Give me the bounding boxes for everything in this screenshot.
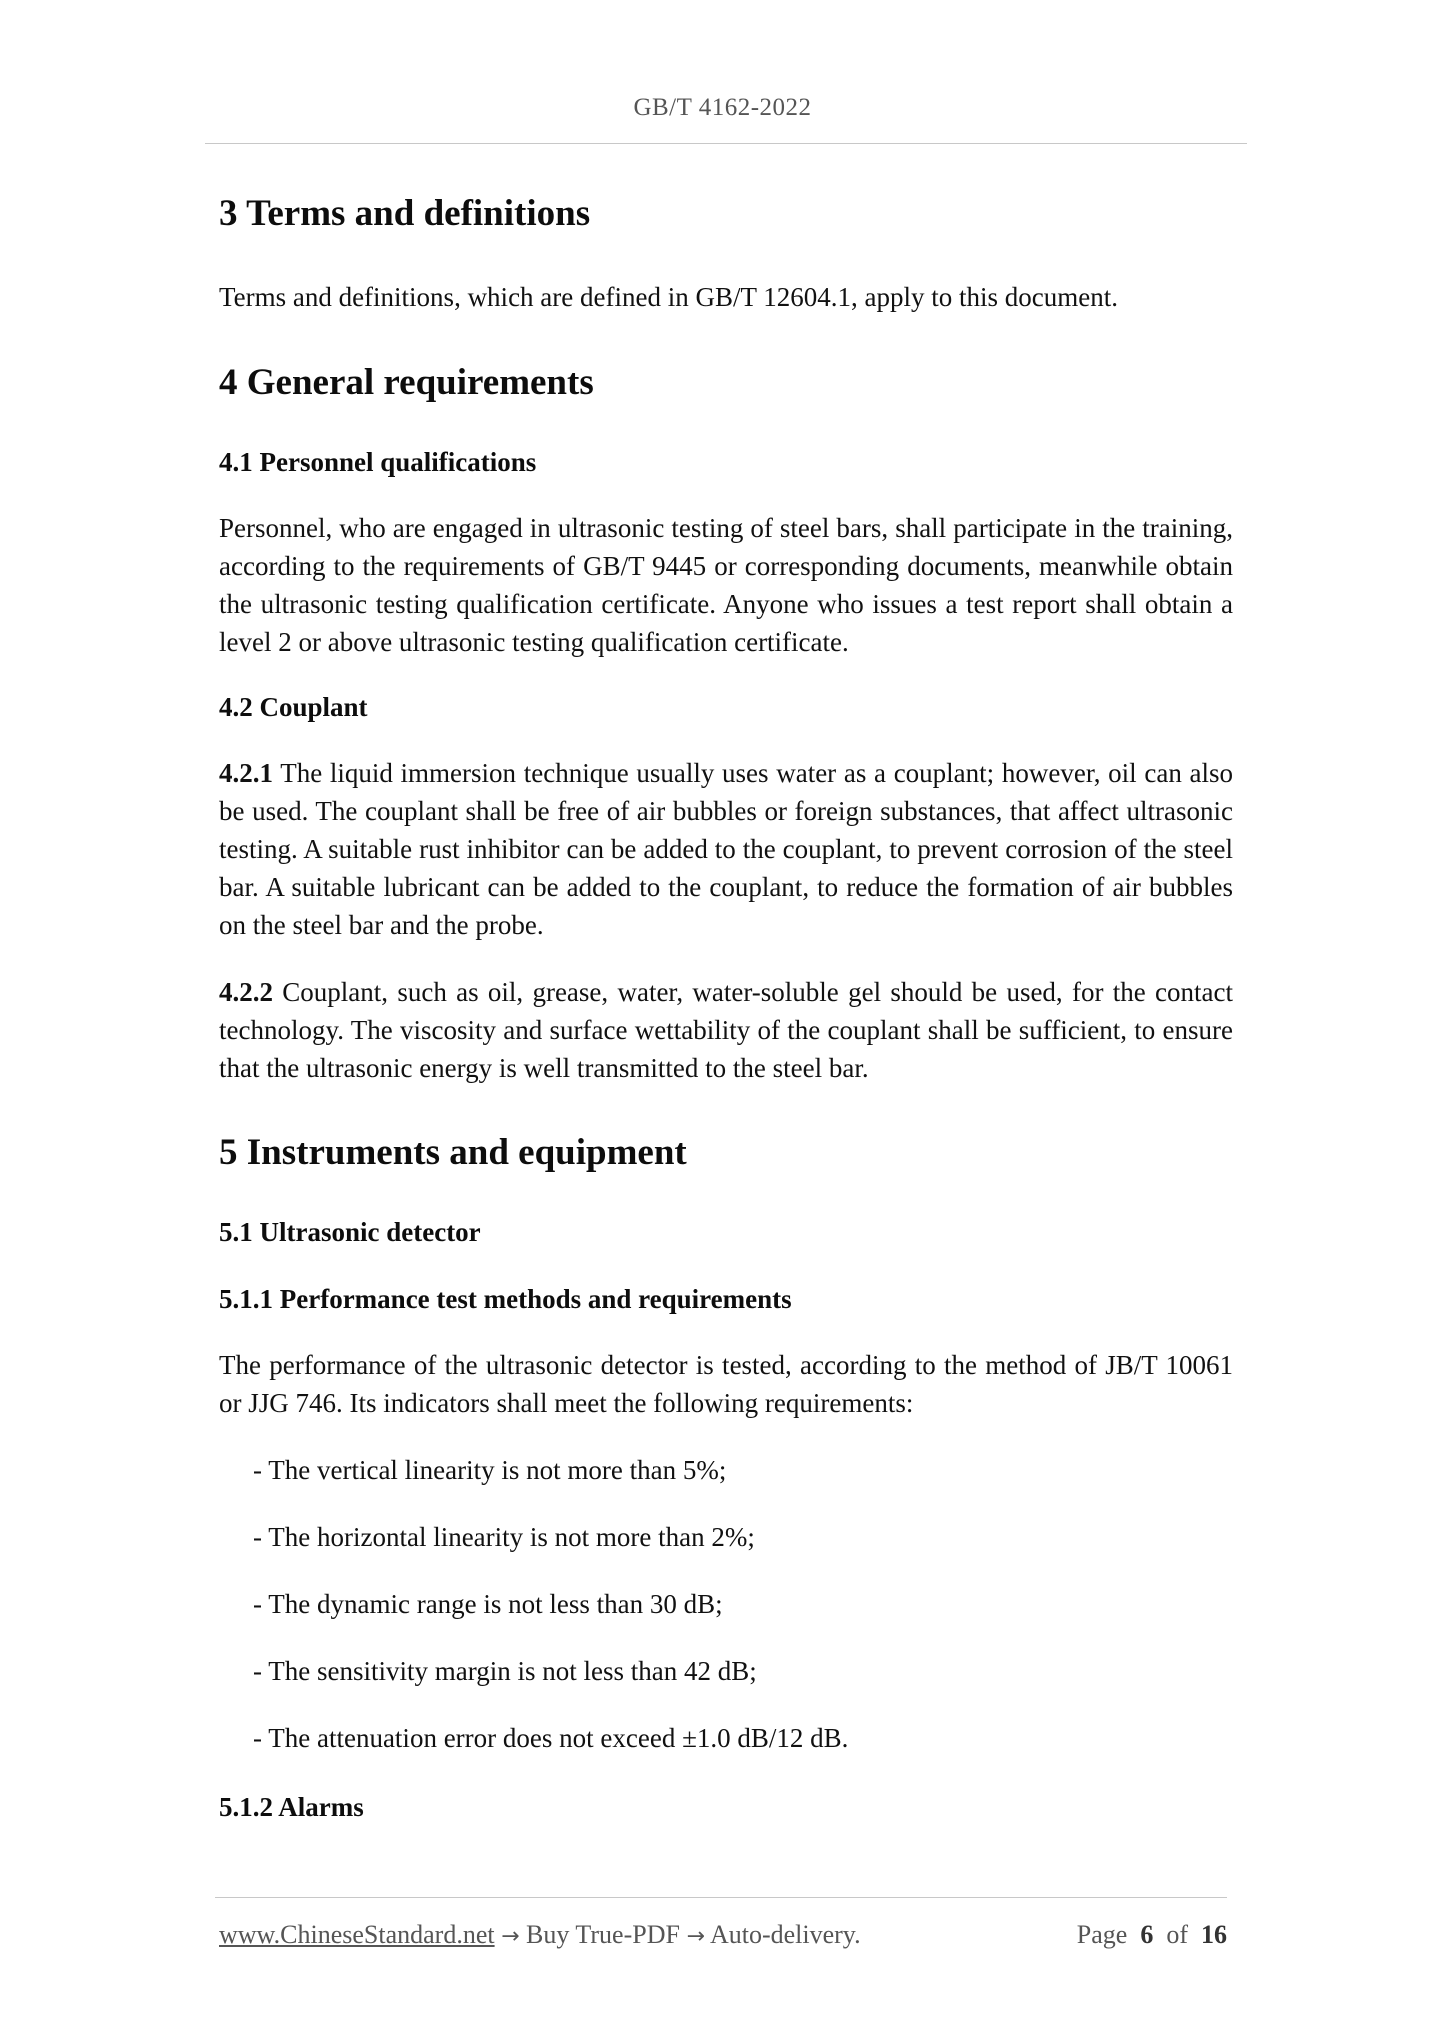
footer-promo	[219, 1920, 861, 1950]
section-5-1-1-heading: 5.1.1 Performance test methods and requirements	[219, 1284, 792, 1314]
arrow-right-icon: →	[686, 1924, 705, 1949]
header-divider	[205, 143, 1247, 144]
section-5-1-1-text: The performance of the ultrasonic detector is tested, according to the method of JB/T 10061 or JJG 746. Its indicators shall meet the following requirements:	[219, 1350, 1233, 1418]
footer-buy-text: Buy True-PDF	[526, 1920, 680, 1949]
arrow-right-icon: →	[501, 1924, 520, 1949]
section-5-heading: 5 Instruments and equipment	[219, 1132, 687, 1173]
section-4-1-text: Personnel, who are engaged in ultrasonic testing of steel bars, shall participate in the training, according to the requirements of GB/T 9445 or corresponding documents, meanwhile obtain the ultrasonic testing qualification certificate. Anyone who issues a test report shall obtain a level 2 or above ultrasonic testing qualification certificate.	[219, 513, 1233, 657]
page-number	[1077, 1920, 1227, 1950]
clause-4-2-2-text: Couplant, such as oil, grease, water, water-soluble gel should be used, for the contact technology. The viscosity and surface wettability of the couplant shall be sufficient, to ensure that the ultrasonic energy is well transmitted to the steel bar.	[219, 977, 1233, 1083]
page-content	[219, 190, 1233, 1824]
clause-4-2-2	[219, 973, 1233, 1087]
section-4-1-heading: 4.1 Personnel qualifications	[219, 447, 537, 477]
section-4-2-heading: 4.2 Couplant	[219, 692, 368, 722]
page-current: 6	[1140, 1920, 1154, 1949]
footer-delivery-text: Auto-delivery.	[709, 1920, 861, 1949]
section-4-heading: 4 General requirements	[219, 362, 594, 403]
clause-4-2-2-number: 4.2.2	[219, 977, 273, 1007]
section-5-1-2-heading: 5.1.2 Alarms	[219, 1792, 364, 1822]
chinesestandard-link[interactable]: www.ChineseStandard.net	[219, 1920, 495, 1949]
clause-4-2-1-number: 4.2.1	[219, 758, 273, 788]
requirement-item: - The horizontal linearity is not more than 2%;	[253, 1522, 755, 1552]
page-of: of	[1166, 1920, 1188, 1949]
requirement-item: - The vertical linearity is not more than 5%;	[253, 1455, 727, 1485]
section-3-heading: 3 Terms and definitions	[219, 193, 591, 234]
requirement-item: - The dynamic range is not less than 30 dB;	[253, 1589, 723, 1619]
footer-divider	[215, 1897, 1227, 1898]
document-header-title: GB/T 4162-2022	[633, 94, 812, 121]
requirement-item: - The sensitivity margin is not less than 42 dB;	[253, 1656, 757, 1686]
section-5-1-heading: 5.1 Ultrasonic detector	[219, 1217, 481, 1247]
clause-4-2-1-text: The liquid immersion technique usually uses water as a couplant; however, oil can also be used. The couplant shall be free of air bubbles or foreign substances, that affect ultrasonic testing. A suitable rust inhibitor can be added to the couplant, to prevent corrosion of the steel bar. A suitable lubricant can be added to the couplant, to reduce the formation of air bubbles on the steel bar and the probe.	[219, 758, 1233, 940]
clause-4-2-1	[219, 754, 1233, 944]
page-label: Page	[1076, 1920, 1128, 1949]
page-total: 16	[1201, 1920, 1227, 1949]
requirement-item: - The attenuation error does not exceed ±1.0 dB/12 dB.	[253, 1723, 849, 1753]
section-3-text: Terms and definitions, which are defined in GB/T 12604.1, apply to this document.	[219, 282, 1118, 312]
